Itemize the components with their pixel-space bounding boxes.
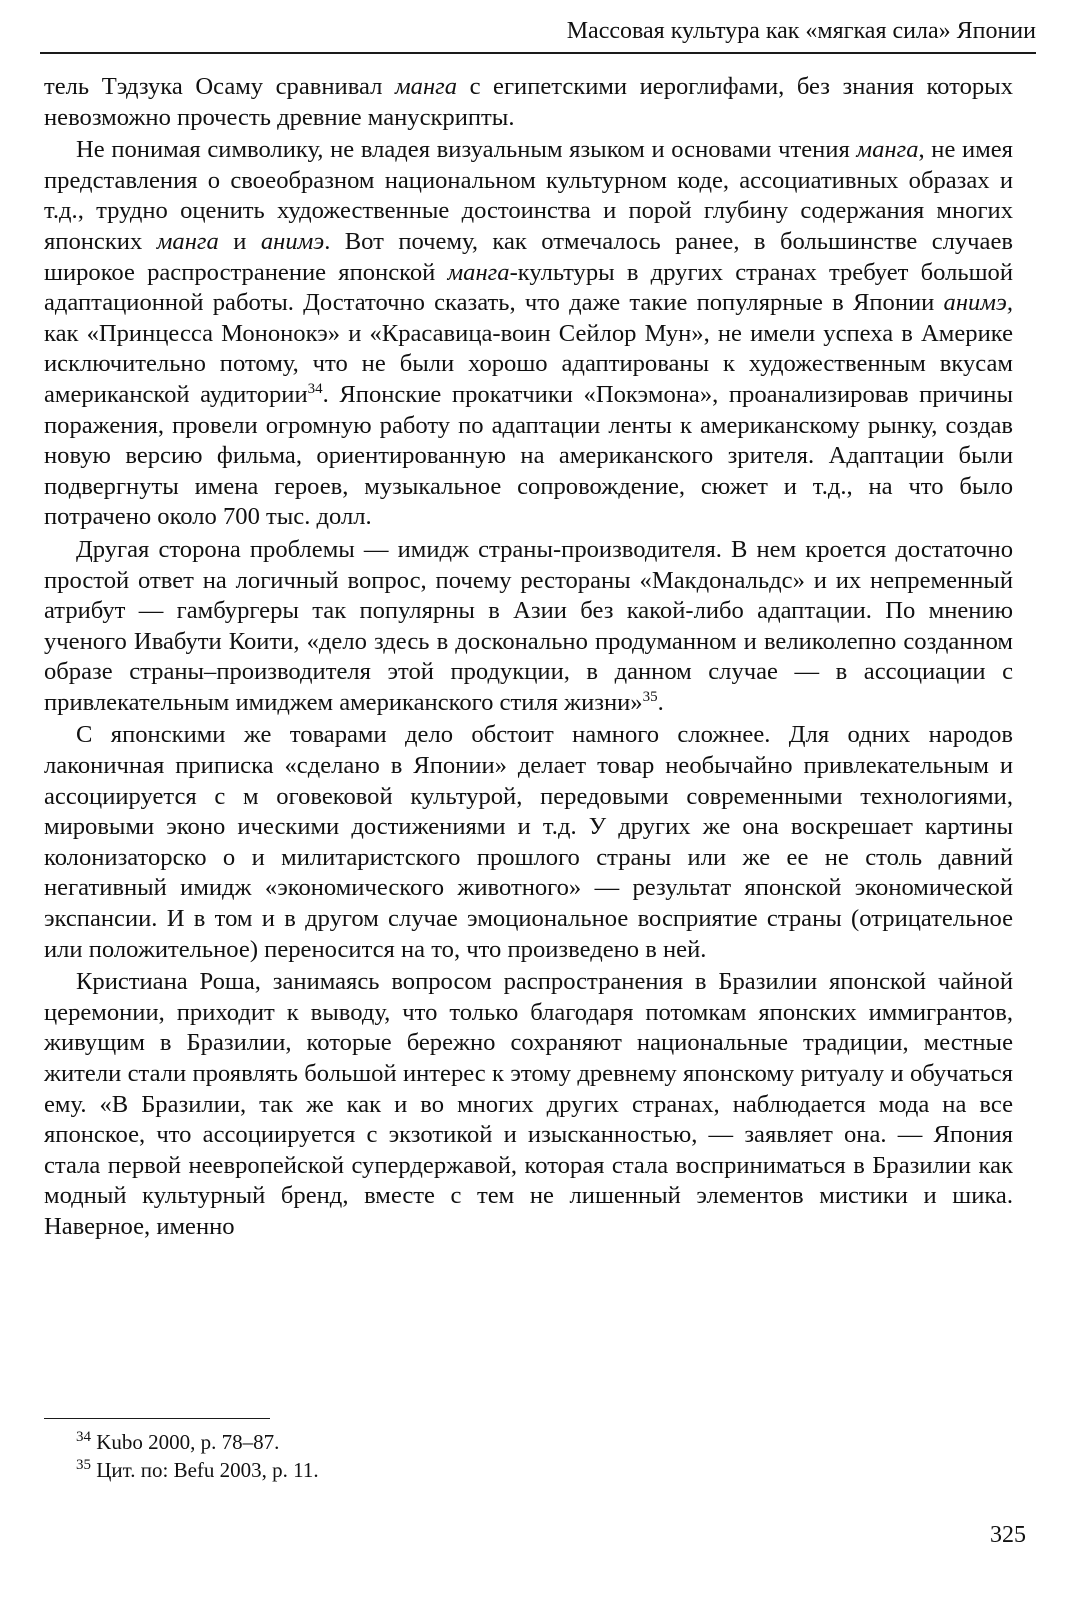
paragraph-3 — [44, 535, 1013, 719]
main-text — [44, 72, 1013, 1243]
footnote-34 — [76, 1428, 319, 1456]
footnote-divider — [44, 1418, 270, 1419]
italic-term: манга — [447, 258, 510, 286]
text-segment: . — [657, 688, 664, 716]
page-number: 325 — [990, 1522, 1026, 1548]
text-segment: . Японские прокатчики «Покэмона», проанализировав причины поражения, провели огромную работу по адаптации ленты к американскому рынку, создав новую версию фильма, ориентированную на американского зрителя. Адаптации были подвергнуты имена героев, музыкальное сопровождение, сюжет и т.д., на что было потрачено около 700 тыс. долл. — [44, 380, 1013, 531]
text-segment: как «Принцесса Мононокэ» и «Красавица-воин Сейлор Мун», не имели успеха в Америке исключительно потому, что не были хорошо адаптированы к художественным вкусам американской аудитории — [44, 319, 1013, 408]
page-header — [40, 12, 1036, 54]
italic-term: анимэ, — [943, 289, 1013, 317]
text-segment: и — [218, 227, 261, 255]
text-segment: тель Тэдзука Осаму сравнивал — [44, 73, 395, 100]
text-segment: , не имея представления о своеобразном национальном культурном коде, ассоциативных образах и т.д., трудно оценить художественные достоинства и порой глубину содержания многих японских — [44, 136, 1013, 255]
text-segment: Другая сторона проблемы — имидж страны-производителя. В нем кроется достаточно простой ответ на логичный вопрос, почему рестораны «Макдональдс» и их непременный атрибут — гамбургеры так популярны в Азии без какой-либо адаптации. По мнению ученого Ивабути Коити, «дело здесь в досконально продуманном и великолепно созданном образе страны–производителя этой продукции, в данном случае — в ассоциации с привлекательным имиджем американского стиля жизни» — [44, 535, 1013, 716]
footnote-text: Цит. по: Befu 2003, p. 11. — [91, 1458, 319, 1482]
footnotes — [76, 1428, 319, 1484]
italic-term: манга — [156, 227, 219, 255]
text-segment: -культуры в других странах требует большой адаптационной работы. Достаточно сказать, что даже такие популярные в Японии — [44, 258, 1013, 317]
italic-term: манга — [856, 136, 919, 164]
text-segment: с египетскими иероглифами, без знания которых невозможно прочесть древние манускрипты. — [44, 73, 1013, 131]
footnote-reference[interactable]: 35 — [642, 688, 658, 705]
paragraph-4: С японскими же товарами дело обстоит намного сложнее. Для одних народов лаконичная приписка «сделано в Японии» делает товар необычайно привлекательным и ассоциируется с м оговековой культурой, передовыми современными технологиями, мировыми эконо ическими достижениями и т.д. У других же она воскрешает картины колонизаторско о и милитаристского прошлого страны или же ее не столь давний негативный имидж «экономического животного» — результат японской экономической экспансии. И в том и в другом случае эмоциональное восприятие страны (отрицательное или положительное) переносится на то, что произведено в ней. — [44, 721, 1013, 963]
paragraph-1 — [44, 72, 1013, 133]
text-segment: Не понимая символику, не владея визуальным языком и основами чтения — [76, 136, 857, 164]
footnote-reference[interactable]: 34 — [307, 380, 323, 397]
footnote-number: 35 — [76, 1457, 91, 1473]
footnote-number: 34 — [76, 1429, 91, 1445]
paragraph-5: Кристиана Роша, занимаясь вопросом распространения в Бразилии японской чайной церемонии, приходит к выводу, что только благодаря потомкам японских иммигрантов, живущим в Бразилии, которые бережно сохраняют национальные традиции, местные жители стали проявлять большой интерес к этому древнему японскому ритуалу и обучаться ему. «В Бразилии, так же как и во многих других странах, наблюдается мода на все японское, что ассоциируется с экзотикой и изысканностью, — заявляет она. — Япония стала первой неевропейской супердержавой, которая стала восприниматься в Бразилии как модный культурный бренд, вместе с тем не лишенный элементов мистики и шика. Наверное, именно — [44, 968, 1013, 1240]
footnote-text: Kubo 2000, p. 78–87. — [91, 1430, 280, 1454]
paragraph-2 — [44, 135, 1013, 533]
running-title: Массовая культура как «мягкая сила» Японии — [566, 18, 1036, 44]
text-segment: . Вот почему, как отмечалось ранее, в большинстве случаев широкое распространение японской — [44, 227, 1013, 286]
italic-term: анимэ — [260, 227, 325, 255]
italic-term: манга — [394, 73, 458, 100]
footnote-35 — [76, 1456, 319, 1484]
